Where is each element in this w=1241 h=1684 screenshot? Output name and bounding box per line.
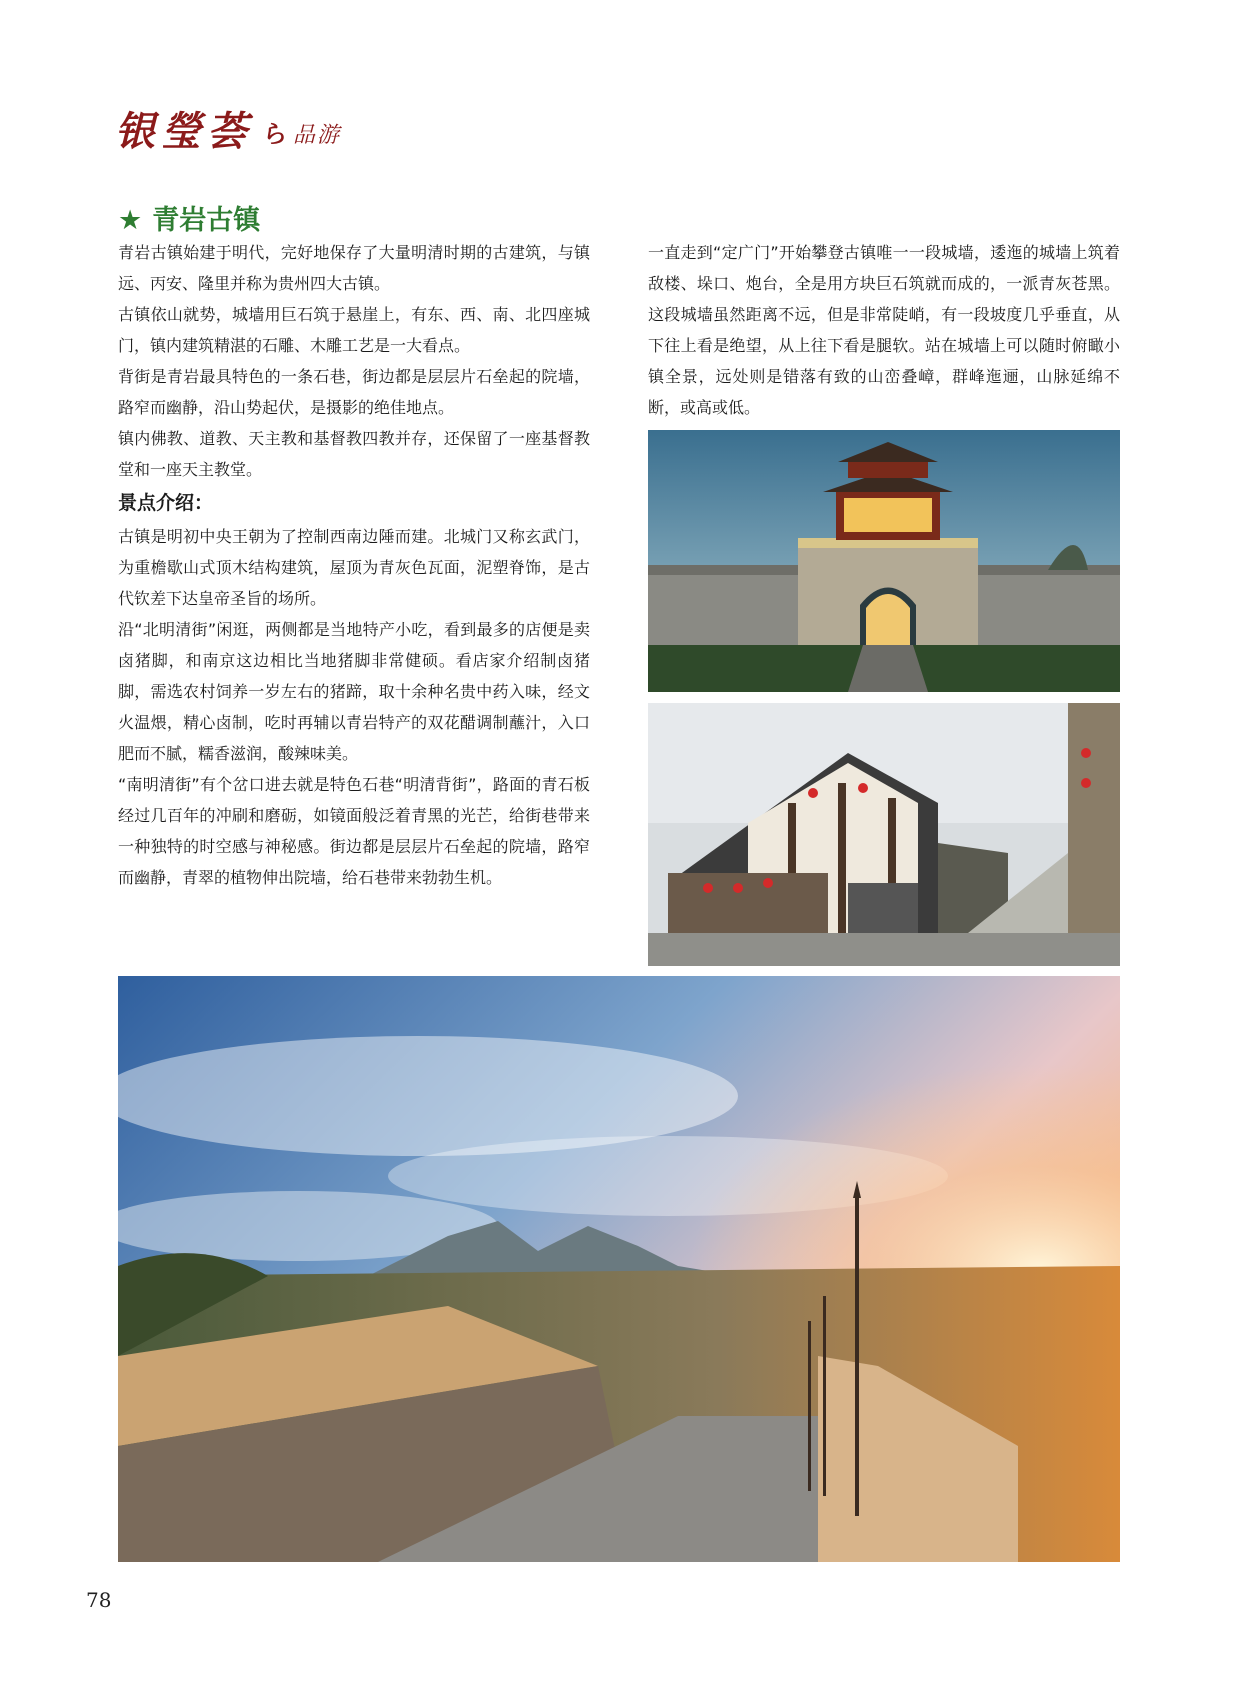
right-column (648, 237, 1120, 423)
masthead-subtitle: 品游 (293, 123, 342, 148)
paragraph: “南明清街”有个岔口进去就是特色石巷“明清背街”，路面的青石板经过几百年的冲刷和磨砺，如镜面般泛着青黑的光芒，给街巷带来一种独特的时空感与神秘感。街边都是层层片石垒起的院墙，路窄而幽静，青翠的植物伸出院墙，给石巷带来勃勃生机。 (118, 775, 590, 887)
page-number: 78 (86, 1588, 112, 1612)
star-icon: ★ (118, 205, 143, 236)
paragraph: 青岩古镇始建于明代，完好地保存了大量明清时期的古建筑，与镇远、丙安、隆里并称为贵州四大古镇。 (118, 243, 590, 293)
paragraph: 沿“北明清街”闲逛，两侧都是当地特产小吃，看到最多的店便是卖卤猪脚，和南京这边相比当地猪脚非常健硕。看店家介绍制卤猪脚，需选农村饲养一岁左右的猪蹄，取十余种名贵中药入味，经文火温煨，精心卤制，吃时再辅以青岩特产的双花醋调制蘸汁，入口肥而不腻，糯香滋润，酸辣味美。 (118, 620, 590, 763)
masthead-swirl-mark: ら (263, 119, 287, 148)
paragraph: 背街是青岩最具特色的一条石巷，街边都是层层片石垒起的院墙，路窄而幽静，沿山势起伏，是摄影的绝佳地点。 (118, 367, 590, 417)
paragraph: 一直走到“定广门”开始攀登古镇唯一一段城墙，逶迤的城墙上筑着敌楼、垛口、炮台，全是用方块巨石筑就而成的，一派青灰苍黑。这段城墙虽然距离不远，但是非常陡峭，有一段坡度几乎垂直，从下往上看是绝望，从上往下看是腿软。站在城墙上可以随时俯瞰小镇全景，远处则是错落有致的山峦叠嶂，群峰迤逦，山脉延绵不断，或高或低。 (648, 243, 1120, 417)
paragraph: 古镇是明初中央王朝为了控制西南边陲而建。北城门又称玄武门，为重檐歇山式顶木结构建筑，屋顶为青灰色瓦面，泥塑脊饰，是古代钦差下达皇帝圣旨的场所。 (118, 527, 590, 608)
city-wall-panorama-photo (118, 976, 1120, 1562)
masthead-logo-title: 银瑩荟 (115, 108, 253, 155)
section-title (118, 198, 260, 237)
section-title-text: 青岩古镇 (152, 205, 261, 236)
paragraph: 古镇依山就势，城墙用巨石筑于悬崖上，有东、西、南、北四座城门，镇内建筑精湛的石雕、木雕工艺是一大看点。 (118, 305, 590, 355)
paragraph: 镇内佛教、道教、天主教和基督教四教并存，还保留了一座基督教堂和一座天主教堂。 (118, 429, 590, 479)
left-column (118, 237, 590, 893)
ancient-building-photo (648, 703, 1120, 966)
subheading: 景点介绍： (118, 492, 214, 514)
city-gate-photo (648, 430, 1120, 692)
